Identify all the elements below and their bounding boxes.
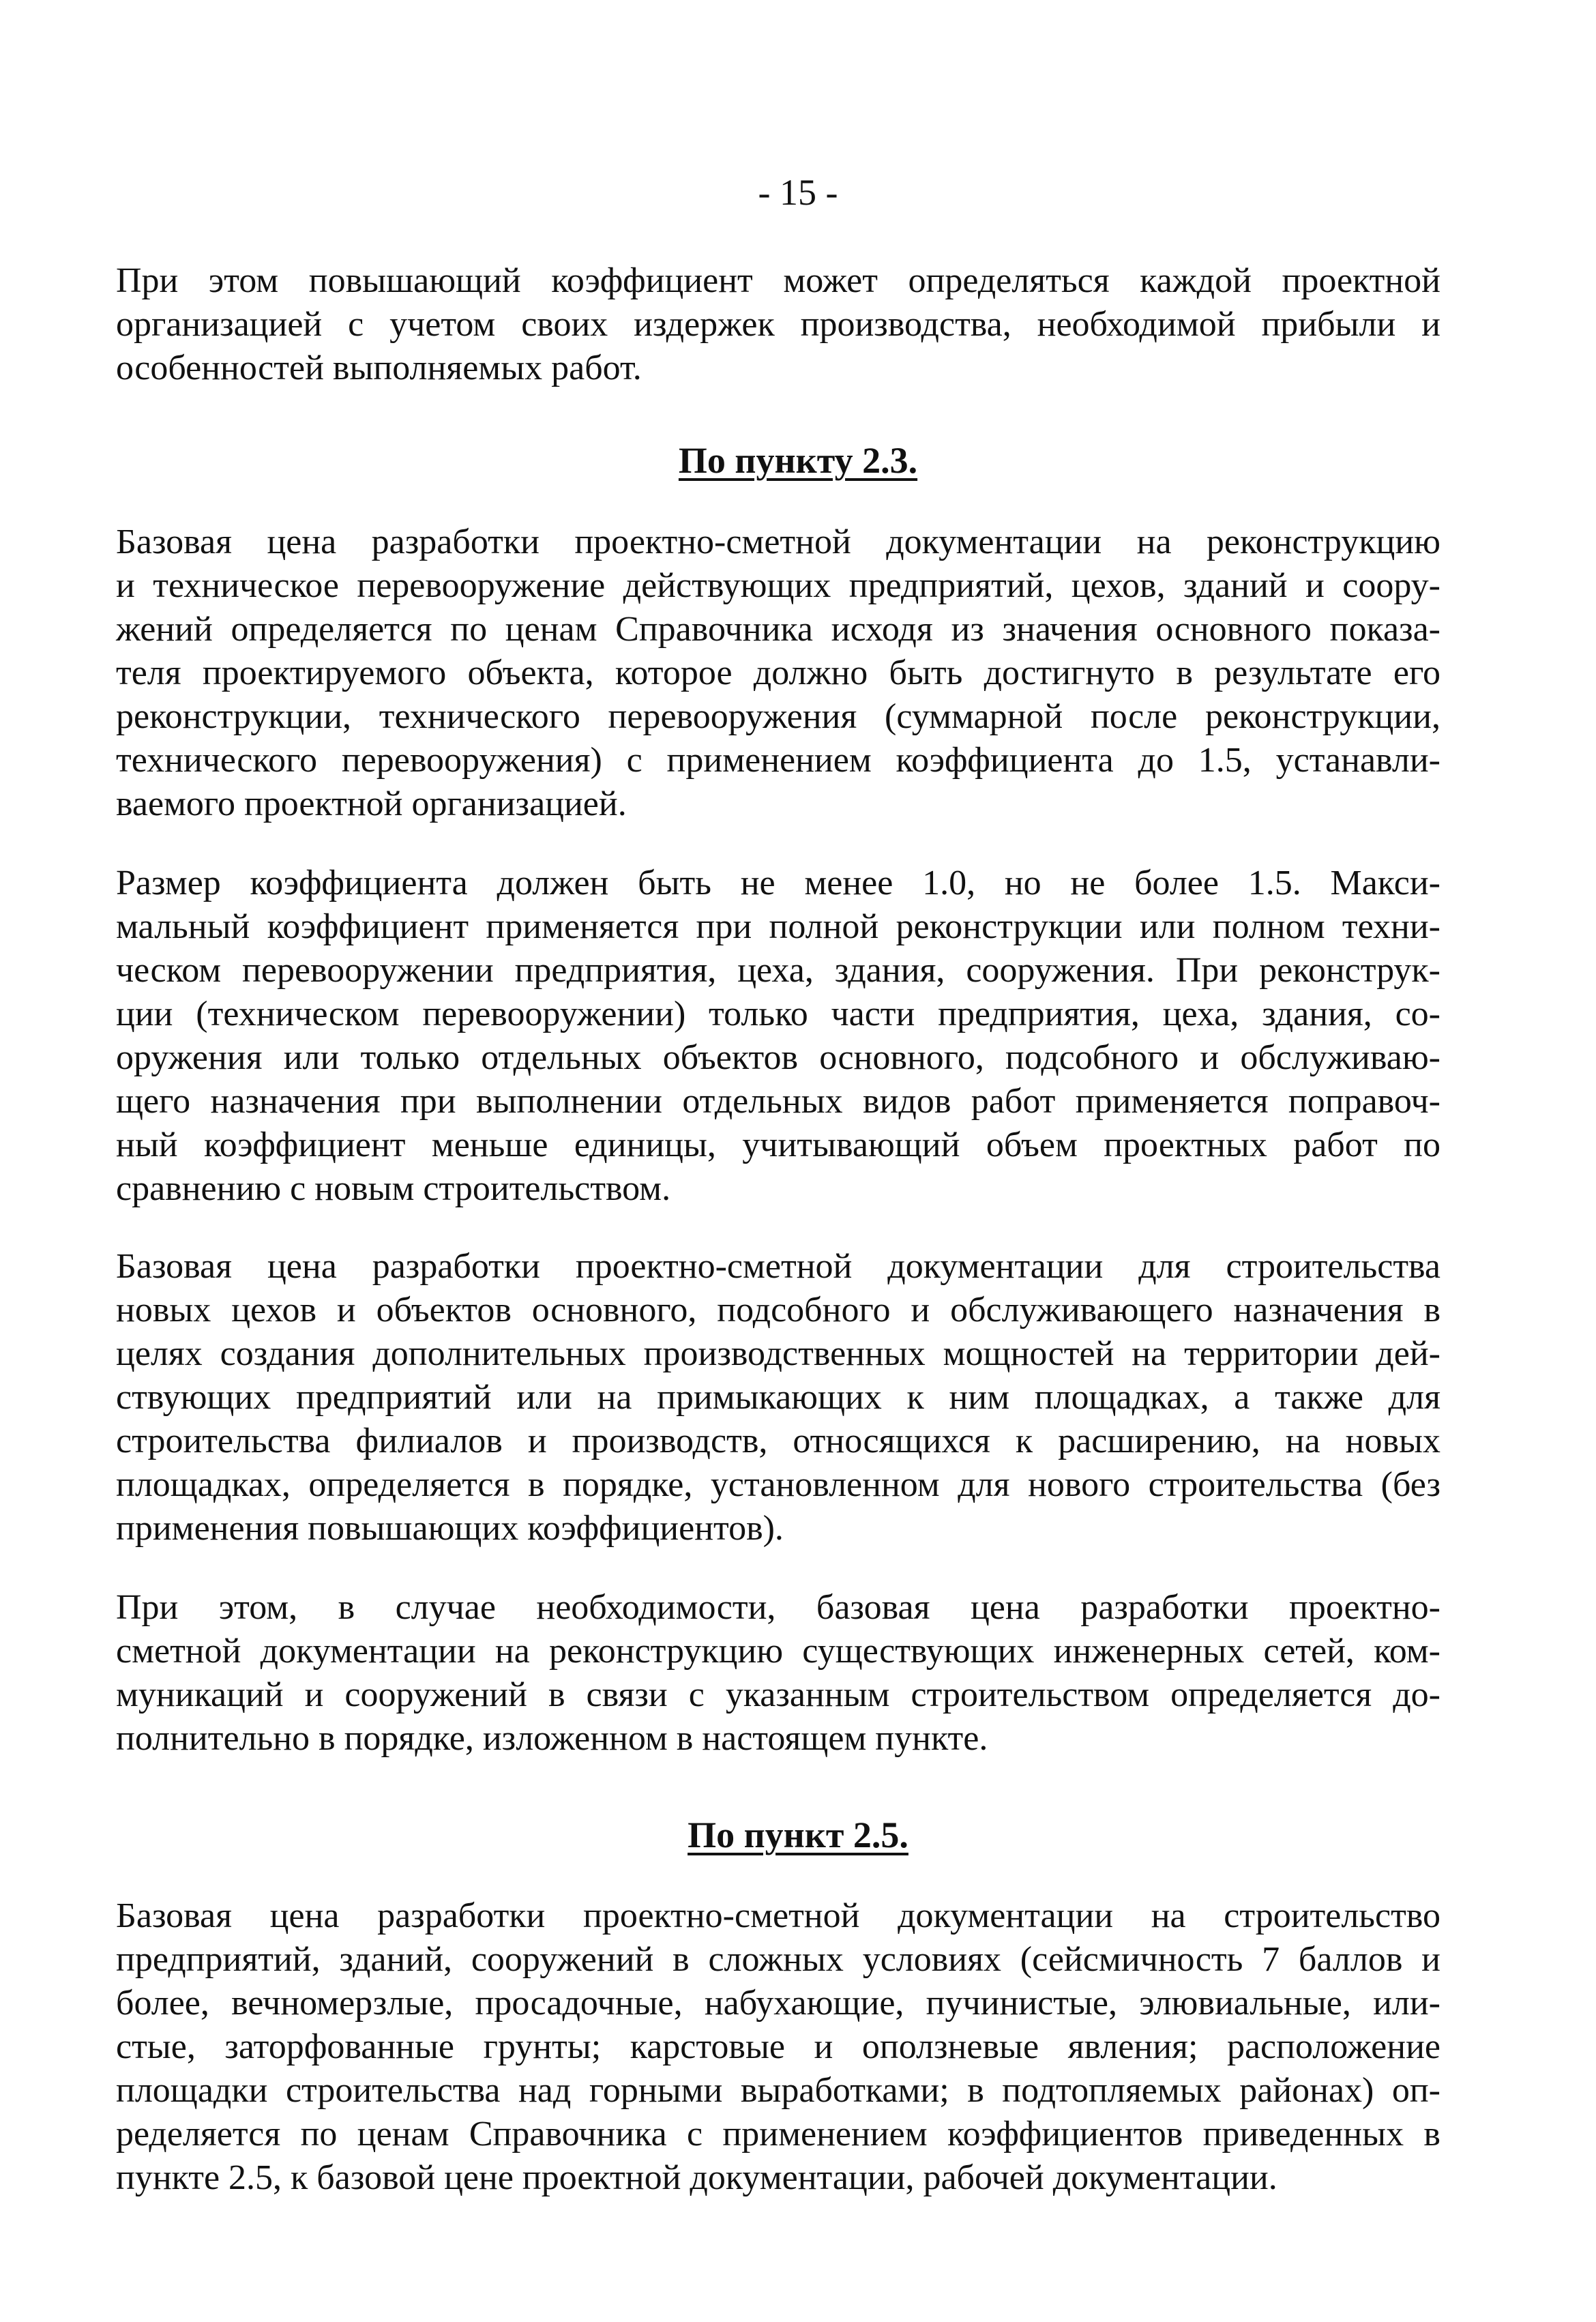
- paragraph-line: особенностей выполняемых работ.: [116, 349, 642, 387]
- page-number: - 15 -: [758, 172, 838, 213]
- paragraph-engineering-networks: [116, 1586, 1440, 1761]
- paragraph-line: ределяется по ценам Справочника с применением коэффициентов приведенных в: [116, 2115, 1440, 2154]
- paragraph-line: При этом повышающий коэффициент может определяться каждой проектной: [116, 261, 1440, 300]
- paragraph-line: Размер коэффициента должен быть не менее 1.0, но не более 1.5. Макси-: [116, 864, 1440, 902]
- paragraph-line: технического перевооружения) с применением коэффициента до 1.5, устанавли-: [116, 741, 1440, 780]
- paragraph-line: щего назначения при выполнении отдельных видов работ применяется поправоч-: [116, 1082, 1440, 1121]
- paragraph-line: ствующих предприятий или на примыкающих к ним площадках, а также для: [116, 1378, 1440, 1417]
- paragraph-line: сметной документации на реконструкцию существующих инженерных сетей, ком-: [116, 1632, 1440, 1671]
- paragraph-line: площадки строительства над горными выработками; в подтопляемых районах) оп-: [116, 2071, 1440, 2110]
- paragraph-line: ческом перевооружении предприятия, цеха, здания, сооружения. При реконструк-: [116, 951, 1440, 990]
- paragraph-line: новых цехов и объектов основного, подсобного и обслуживающего назначения в: [116, 1291, 1440, 1329]
- paragraph-line: муникаций и сооружений в связи с указанным строительством определяется до-: [116, 1675, 1440, 1714]
- paragraph-line: теля проектируемого объекта, которое должно быть достигнуто в результате его: [116, 653, 1440, 692]
- paragraph-line: предприятий, зданий, сооружений в сложных условиях (сейсмичность 7 баллов и: [116, 1940, 1440, 1979]
- paragraph-line: ный коэффициент меньше единицы, учитывающий объем проектных работ по: [116, 1126, 1440, 1164]
- paragraph-line: ции (техническом перевооружении) только части предприятия, цеха, здания, со-: [116, 995, 1440, 1033]
- paragraph-line: более, вечномерзлые, просадочные, набухающие, пучинистые, элювиальные, или-: [116, 1984, 1440, 2023]
- paragraph-line: Базовая цена разработки проектно-сметной документации для строительства: [116, 1247, 1440, 1286]
- section-heading-2-5: [0, 1814, 1596, 1855]
- paragraph-line: Базовая цена разработки проектно-сметной документации на реконструкцию: [116, 523, 1440, 561]
- paragraph-line: организацией с учетом своих издержек производства, необходимой прибыли и: [116, 305, 1440, 344]
- paragraph-line: ваемого проектной организацией.: [116, 784, 627, 823]
- paragraph-line: применения повышающих коэффициентов).: [116, 1509, 784, 1548]
- paragraph-new-workshops: [116, 1245, 1440, 1551]
- paragraph-reconstruction-base-price: [116, 520, 1440, 826]
- paragraph-line: мальный коэффициент применяется при полной реконструкции или полном техни-: [116, 907, 1440, 946]
- paragraph-coefficient-size: [116, 862, 1440, 1211]
- paragraph-line: строительства филиалов и производств, относящихся к расширению, на новых: [116, 1422, 1440, 1460]
- paragraph-line: площадках, определяется в порядке, установленном для нового строительства (без: [116, 1465, 1440, 1504]
- paragraph-line: При этом, в случае необходимости, базовая цена разработки проектно-: [116, 1588, 1440, 1627]
- section-heading-2-3: [0, 442, 1596, 479]
- paragraph-line: полнительно в порядке, изложенном в настоящем пункте.: [116, 1719, 988, 1758]
- paragraph-line: реконструкции, технического перевооружения (суммарной после реконструкции,: [116, 697, 1440, 736]
- paragraph-coefficient-intro: [116, 259, 1440, 390]
- paragraph-line: пункте 2.5, к базовой цене проектной документации, рабочей документации.: [116, 2158, 1277, 2197]
- paragraph-line: целях создания дополнительных производственных мощностей на территории дей-: [116, 1334, 1440, 1373]
- section-heading-text: По пункту 2.3.: [678, 440, 918, 481]
- paragraph-line: оружения или только отдельных объектов основного, подсобного и обслуживаю-: [116, 1038, 1440, 1077]
- paragraph-complex-conditions: [116, 1894, 1440, 2200]
- paragraph-line: жений определяется по ценам Справочника исходя из значения основного показа-: [116, 610, 1440, 649]
- paragraph-line: и техническое перевооружение действующих предприятий, цехов, зданий и соору-: [116, 566, 1440, 605]
- paragraph-line: Базовая цена разработки проектно-сметной документации на строительство: [116, 1896, 1440, 1935]
- paragraph-line: стые, заторфованные грунты; карстовые и оползневые явления; расположение: [116, 2027, 1440, 2066]
- paragraph-line: сравнению с новым строительством.: [116, 1169, 671, 1208]
- section-heading-text: По пункт 2.5.: [688, 1814, 908, 1855]
